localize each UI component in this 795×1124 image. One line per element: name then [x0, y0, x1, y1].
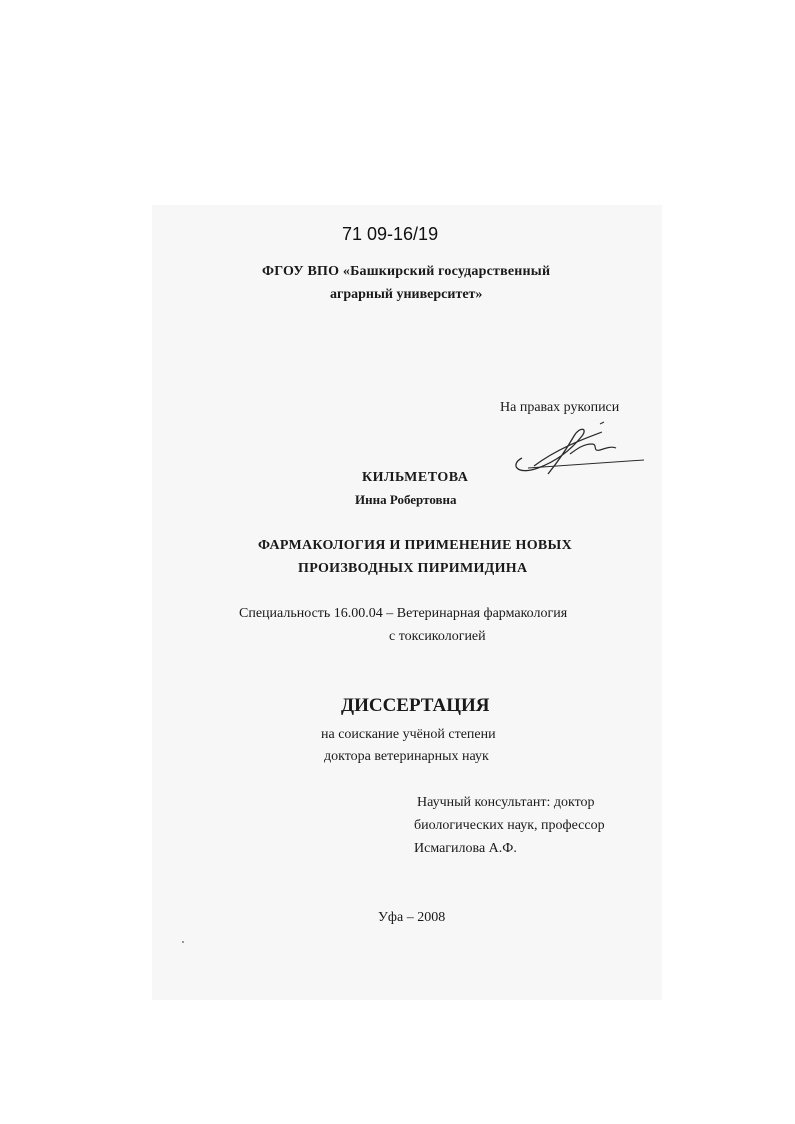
- degree-line-2: доктора ветеринарных наук: [324, 749, 489, 764]
- author-given-names: Инна Робертовна: [355, 492, 457, 507]
- consultant-line-2: биологических наук, профессор: [414, 818, 605, 833]
- catalog-code: 71 09-16/19: [342, 224, 439, 244]
- degree-line-1: на соискание учёной степени: [321, 727, 496, 742]
- author-surname: КИЛЬМЕТОВА: [362, 470, 469, 485]
- consultant-name: Исмагилова А.Ф.: [414, 841, 517, 856]
- specialty-line-2: с токсикологией: [389, 629, 486, 644]
- organization-line-1: ФГОУ ВПО «Башкирский государственный: [262, 264, 551, 279]
- specialty-line-1: Специальность 16.00.04 – Ветеринарная фармакология: [239, 606, 568, 621]
- handwritten-signature: [508, 418, 648, 480]
- scanned-page-area: [152, 205, 662, 1000]
- organization-line-2: аграрный университет»: [330, 287, 483, 302]
- dissertation-title-line-1: ФАРМАКОЛОГИЯ И ПРИМЕНЕНИЕ НОВЫХ: [258, 538, 572, 553]
- scan-speck: [182, 941, 184, 943]
- consultant-line-1: Научный консультант: доктор: [417, 795, 595, 810]
- place-and-year: Уфа – 2008: [378, 910, 446, 925]
- work-type-heading: ДИССЕРТАЦИЯ: [341, 695, 490, 716]
- dissertation-title-line-2: ПРОИЗВОДНЫХ ПИРИМИДИНА: [298, 561, 528, 576]
- rights-note: На правах рукописи: [500, 400, 620, 415]
